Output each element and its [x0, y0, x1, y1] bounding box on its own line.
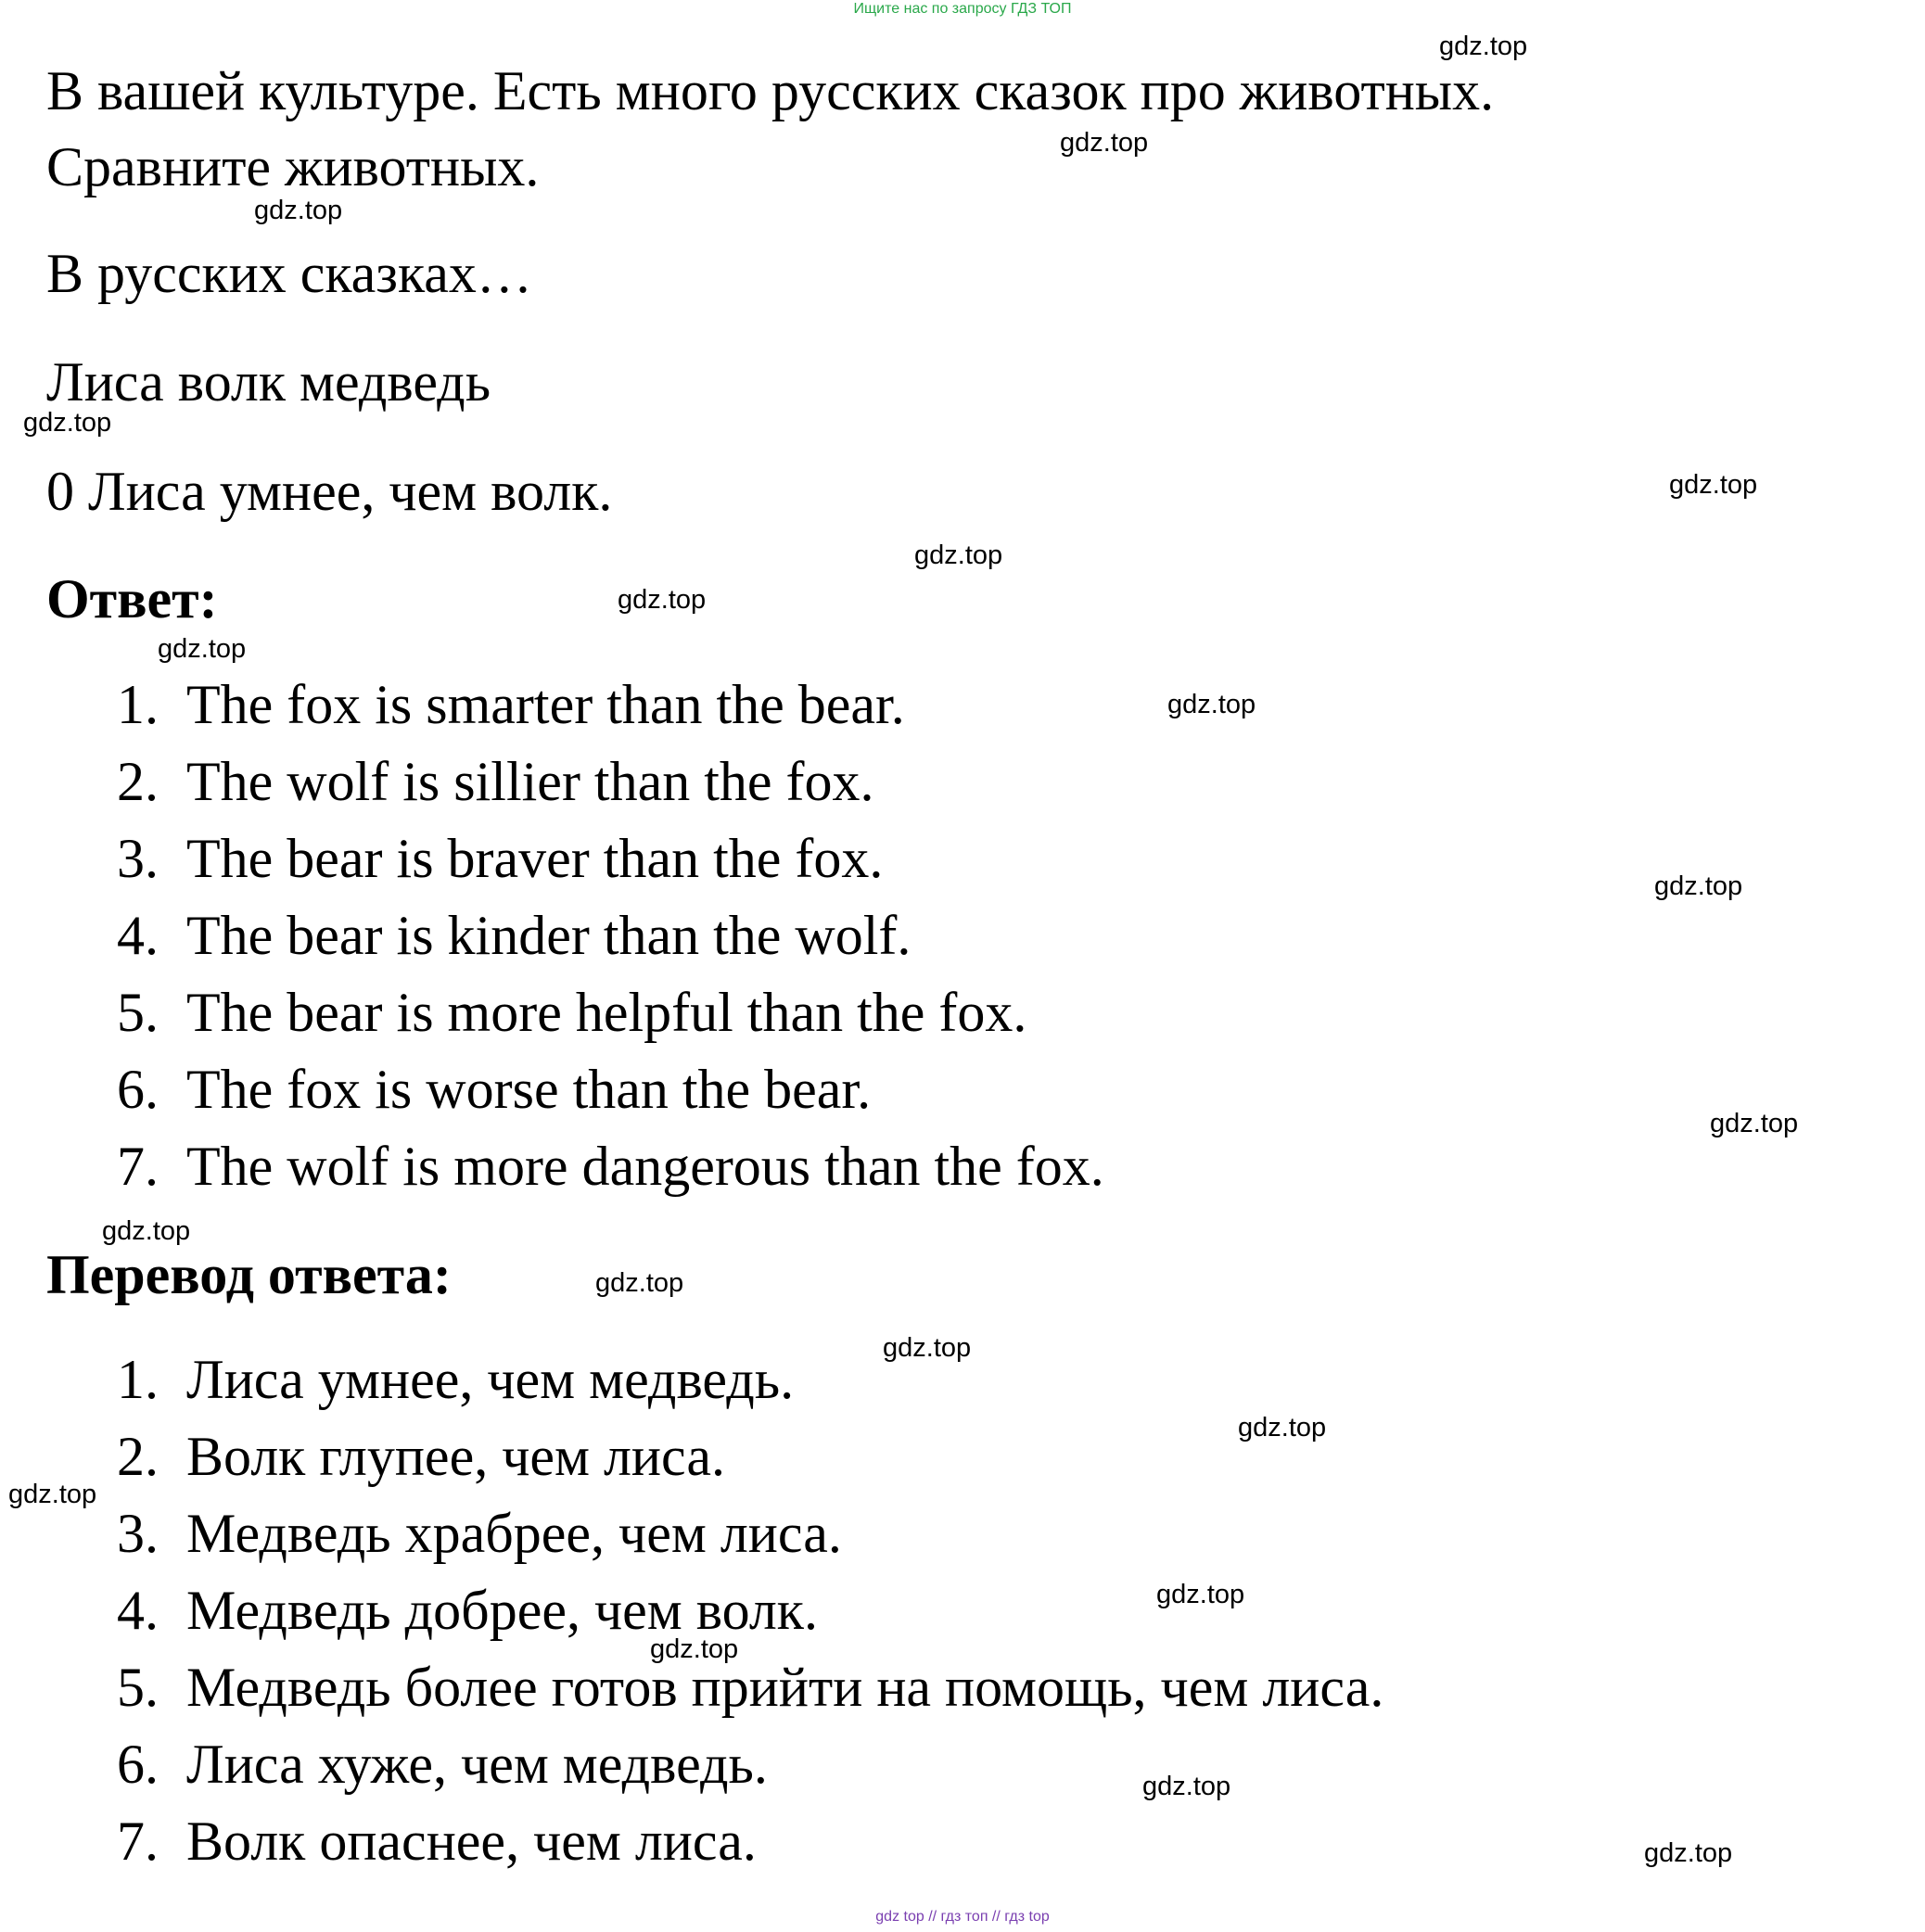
item-text: The bear is braver than the fox. — [186, 828, 884, 889]
item-text: Медведь добрее, чем волк. — [186, 1580, 818, 1641]
watermark: gdz.top — [1644, 1838, 1733, 1868]
answer-item-6 — [117, 1059, 872, 1120]
item-text: Медведь храбрее, чем лиса. — [186, 1503, 842, 1564]
item-number: 4. — [117, 905, 159, 966]
watermark: gdz.top — [1654, 871, 1743, 901]
watermark: gdz.top — [254, 196, 343, 225]
translation-item-5 — [117, 1657, 1384, 1718]
animals-line: Лиса волк медведь — [46, 351, 491, 413]
task-line-1: В вашей культуре. Есть много русских сказок про животных. — [46, 60, 1495, 121]
item-number: 5. — [117, 982, 159, 1043]
item-number: 1. — [117, 1349, 159, 1410]
watermark: gdz.top — [8, 1480, 97, 1509]
answer-item-2 — [117, 751, 874, 812]
item-number: 3. — [117, 1503, 159, 1564]
item-number: 6. — [117, 1059, 159, 1120]
item-text: The wolf is sillier than the fox. — [186, 751, 874, 812]
item-text: The wolf is more dangerous than the fox. — [186, 1136, 1104, 1197]
item-number: 5. — [117, 1657, 159, 1718]
item-text: The fox is worse than the bear. — [186, 1059, 872, 1120]
answer-item-3 — [117, 828, 884, 889]
watermark: gdz.top — [1167, 690, 1256, 719]
translation-item-7 — [117, 1811, 757, 1872]
watermark: gdz.top — [1142, 1772, 1231, 1801]
item-number: 7. — [117, 1136, 159, 1197]
answer-item-7 — [117, 1136, 1104, 1197]
watermark: gdz.top — [1439, 32, 1528, 61]
translation-item-3 — [117, 1503, 842, 1564]
watermark: gdz.top — [23, 408, 112, 438]
watermark: gdz.top — [618, 585, 707, 615]
item-text: Лиса хуже, чем медведь. — [186, 1734, 768, 1795]
item-text: Медведь более готов прийти на помощь, чем лиса. — [186, 1657, 1384, 1718]
footer-links[interactable]: gdz top // гдз топ // гдз top — [875, 1909, 1050, 1925]
item-text: Лиса умнее, чем медведь. — [186, 1349, 795, 1410]
translation-item-1 — [117, 1349, 795, 1410]
translation-item-6 — [117, 1734, 768, 1795]
example-line: 0 Лиса умнее, чем волк. — [46, 461, 613, 522]
watermark: gdz.top — [595, 1268, 684, 1298]
watermark: gdz.top — [1156, 1580, 1245, 1609]
watermark: gdz.top — [158, 634, 247, 664]
watermark: gdz.top — [650, 1634, 739, 1664]
answer-item-5 — [117, 982, 1027, 1043]
watermark: gdz.top — [1710, 1109, 1799, 1138]
item-text: Волк опаснее, чем лиса. — [186, 1811, 757, 1872]
top-banner-link[interactable]: Ищите нас по запросу ГДЗ ТОП — [853, 1, 1072, 17]
translation-item-2 — [117, 1426, 726, 1487]
watermark: gdz.top — [883, 1333, 972, 1363]
item-number: 7. — [117, 1811, 159, 1872]
item-number: 6. — [117, 1734, 159, 1795]
item-number: 4. — [117, 1580, 159, 1641]
item-text: The bear is more helpful than the fox. — [186, 982, 1027, 1043]
task-line-3: В русских сказках… — [46, 243, 532, 304]
answer-heading: Ответ: — [46, 568, 218, 629]
item-number: 2. — [117, 1426, 159, 1487]
watermark: gdz.top — [1238, 1413, 1327, 1443]
item-text: Волк глупее, чем лиса. — [186, 1426, 726, 1487]
task-line-2: Сравните животных. — [46, 136, 540, 197]
item-number: 3. — [117, 828, 159, 889]
answer-item-4 — [117, 905, 912, 966]
translation-item-4 — [117, 1580, 818, 1641]
watermark: gdz.top — [102, 1216, 191, 1246]
item-text: The bear is kinder than the wolf. — [186, 905, 912, 966]
translation-heading: Перевод ответа: — [46, 1244, 452, 1305]
watermark: gdz.top — [1669, 470, 1758, 500]
watermark: gdz.top — [1060, 128, 1149, 158]
answer-item-1 — [117, 674, 905, 735]
item-text: The fox is smarter than the bear. — [186, 674, 905, 735]
watermark: gdz.top — [914, 540, 1003, 570]
item-number: 2. — [117, 751, 159, 812]
item-number: 1. — [117, 674, 159, 735]
